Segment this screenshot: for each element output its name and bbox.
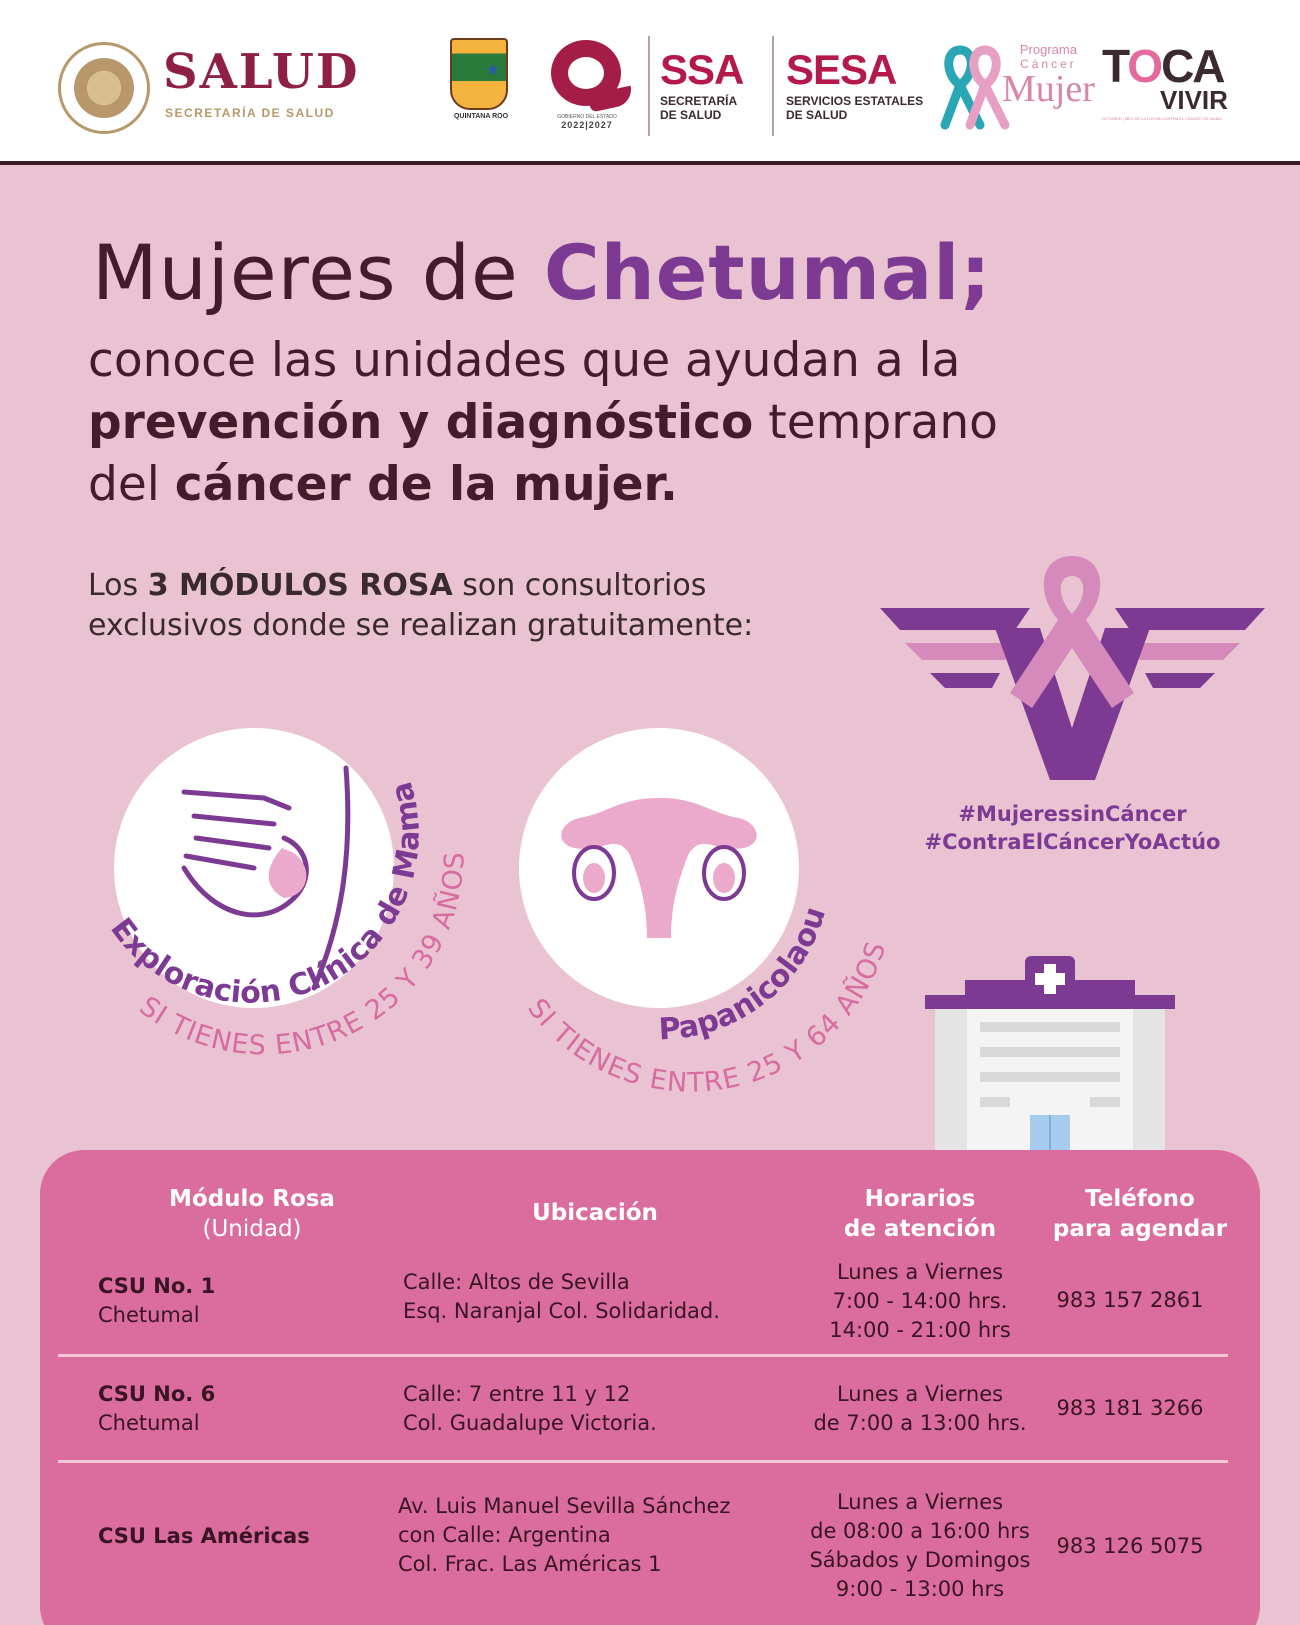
gobierno-years: 2022|2027 xyxy=(561,120,613,130)
subtitle-bold-1: prevención y diagnóstico xyxy=(88,395,754,450)
national-seal-icon xyxy=(58,42,150,134)
programa-mujer-text xyxy=(1002,42,1095,110)
header-telefono-2: para agendar xyxy=(1052,1216,1228,1242)
subtitle-plain-1: temprano xyxy=(753,395,998,450)
intro-bold: 3 MÓDULOS ROSA xyxy=(147,568,453,603)
qroo-label: QUINTANA ROO xyxy=(453,113,509,120)
hashtag-2: #ContraElCáncerYoActúo xyxy=(924,830,1221,854)
table-row-2-unit xyxy=(98,1380,215,1438)
modules-table xyxy=(40,1150,1260,1625)
programa-mujer-logo xyxy=(940,40,1095,135)
location-line: Calle: Altos de Sevilla xyxy=(403,1270,630,1294)
salud-wordmark: SALUD xyxy=(163,44,360,100)
table-row-3-location xyxy=(398,1492,730,1579)
header-telefono-1: Teléfono xyxy=(1085,1186,1195,1212)
service-name-pap: Papanicolaou xyxy=(657,902,834,1048)
subtitle xyxy=(88,330,998,516)
toca-ribbon-o: O xyxy=(1127,40,1162,92)
row-divider xyxy=(58,1460,1228,1463)
service-card-breast-exam xyxy=(100,710,500,1090)
service-card-pap xyxy=(505,710,905,1099)
table-row-3-unit xyxy=(98,1522,310,1551)
service-name-breast: Exploración Clínica de Mama xyxy=(103,778,428,1011)
title-plain: Mujeres de xyxy=(92,228,544,317)
table-row-3-phone: 983 126 5075 xyxy=(1056,1534,1204,1558)
header-modulo-1: Módulo Rosa xyxy=(169,1186,335,1212)
service-arc-labels xyxy=(505,710,905,1099)
subtitle-line-2 xyxy=(88,392,998,454)
intro-line-1 xyxy=(88,566,753,606)
hours-line: 9:00 - 13:00 hrs xyxy=(835,1577,1005,1601)
ssa-sub-1: SECRETARÍA xyxy=(660,94,738,108)
hours-line: Lunes a Viernes xyxy=(836,1382,1004,1406)
subtitle-plain-2: del xyxy=(88,457,175,512)
logo-divider xyxy=(648,36,650,136)
unit-name: CSU No. 1 xyxy=(98,1274,216,1298)
toca-ca: CA xyxy=(1161,40,1224,92)
hours-line: 14:00 - 21:00 hrs xyxy=(829,1318,1011,1342)
hours-line: Sábados y Domingos xyxy=(809,1548,1031,1572)
ssa-logo xyxy=(660,46,760,122)
location-line: Av. Luis Manuel Sevilla Sánchez xyxy=(398,1494,731,1518)
hashtag-1: #MujeressinCáncer xyxy=(958,802,1187,826)
location-line: Esq. Naranjal Col. Solidaridad. xyxy=(403,1299,720,1323)
toca-vivir-word: VIVIR xyxy=(1160,85,1228,115)
header-modulo xyxy=(102,1184,402,1244)
gobierno-label: GOBIERNO DEL ESTADO xyxy=(557,114,617,120)
sesa-sub-1: SERVICIOS ESTATALES xyxy=(786,94,924,108)
toca-t: T xyxy=(1102,40,1128,92)
subtitle-line-3 xyxy=(88,454,998,516)
gobierno-q-icon xyxy=(545,36,629,112)
mujer-line-1: Programa xyxy=(1019,42,1077,57)
header-horarios-1: Horarios xyxy=(864,1186,976,1212)
table-row-1-location xyxy=(403,1268,720,1326)
intro-p1: Los xyxy=(88,568,148,603)
hours-line: Lunes a Viernes xyxy=(836,1490,1004,1514)
toca-vivir-logo xyxy=(1102,40,1247,124)
quintana-roo-logo xyxy=(450,38,512,134)
hours-line: de 08:00 a 16:00 hrs xyxy=(810,1519,1030,1543)
location-line: Col. Frac. Las Américas 1 xyxy=(398,1552,662,1576)
header-modulo-2: (Unidad) xyxy=(202,1216,302,1242)
salud-logo xyxy=(58,38,358,138)
ssa-wordmark: SSA xyxy=(660,46,744,93)
salud-subtitle: SECRETARÍA DE SALUD xyxy=(165,106,335,120)
location-line: Calle: 7 entre 11 y 12 xyxy=(403,1382,631,1406)
sesa-sub-2: DE SALUD xyxy=(786,108,848,122)
header-horarios-2: de atención xyxy=(843,1216,997,1242)
subtitle-bold-2: cáncer de la mujer. xyxy=(174,457,678,512)
unit-name: CSU Las Américas xyxy=(98,1524,310,1548)
intro-line-2: exclusivos donde se realizan gratuitamente: xyxy=(88,608,754,643)
mujer-line-3: Mujer xyxy=(1002,68,1095,110)
hospital-building-icon xyxy=(925,950,1175,1150)
title-accent: Chetumal; xyxy=(543,228,992,317)
table-row-2-location xyxy=(403,1380,657,1438)
intro-text xyxy=(88,566,753,646)
location-line: Col. Guadalupe Victoria. xyxy=(403,1411,657,1435)
service-arc-labels xyxy=(100,710,500,1090)
table-row-1-unit xyxy=(98,1272,215,1330)
hours-line: Lunes a Viernes xyxy=(836,1260,1004,1284)
service-age-pap: SI TIENES ENTRE 25 Y 64 AÑOS xyxy=(521,937,893,1099)
table-row-2-phone: 983 181 3266 xyxy=(1056,1396,1204,1420)
unit-city: Chetumal xyxy=(98,1411,200,1435)
subtitle-line-1: conoce las unidades que ayudan a la xyxy=(88,333,961,388)
row-divider xyxy=(58,1354,1228,1357)
gobierno-logo xyxy=(538,36,636,136)
location-line: con Calle: Argentina xyxy=(398,1523,611,1547)
hashtags xyxy=(880,800,1265,856)
toca-tagline: OCTUBRE | MES DE LA LUCHA CONTRA EL CÁNCER DE MAMA xyxy=(1102,116,1222,121)
header-ubicacion: Ubicación xyxy=(532,1200,658,1226)
table-row-1-phone: 983 157 2861 xyxy=(1056,1288,1204,1312)
qroo-shield-icon xyxy=(450,38,508,110)
intro-p2: son consultorios xyxy=(452,568,707,603)
sesa-logo xyxy=(786,46,936,122)
header-telefono xyxy=(1030,1184,1250,1244)
hours-line: de 7:00 a 13:00 hrs. xyxy=(813,1411,1027,1435)
service-age-breast: SI TIENES ENTRE 25 Y 39 AÑOS xyxy=(133,850,471,1062)
ssa-sub-2: DE SALUD xyxy=(660,108,722,122)
toca-wordmark xyxy=(1102,40,1247,92)
mujer-line-2: Cáncer xyxy=(1020,57,1077,71)
unit-city: Chetumal xyxy=(98,1303,200,1327)
page-title xyxy=(92,228,992,317)
sesa-wordmark: SESA xyxy=(786,46,897,93)
hours-line: 7:00 - 14:00 hrs. xyxy=(832,1289,1008,1313)
logo-header xyxy=(0,0,1300,165)
logo-divider xyxy=(772,36,774,136)
unit-name: CSU No. 6 xyxy=(98,1382,216,1406)
pink-ribbon-wings-icon xyxy=(880,548,1265,788)
